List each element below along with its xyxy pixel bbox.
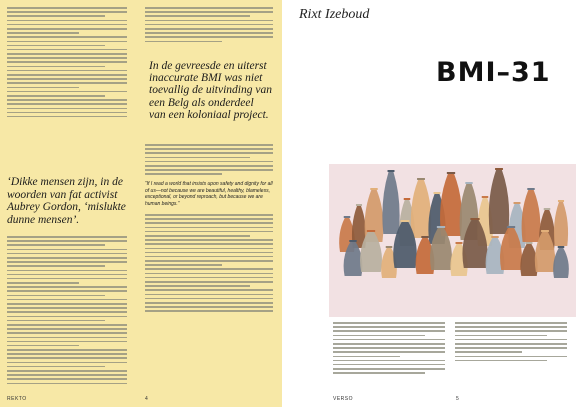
- author-name: Rixt Izeboud: [299, 7, 370, 22]
- right-column-right-text: [455, 322, 567, 364]
- vase-rim: [388, 170, 395, 172]
- footer-left: REKTO: [7, 396, 27, 402]
- vase-rim: [404, 198, 411, 200]
- left-page: [0, 0, 282, 407]
- vase-rim: [514, 202, 521, 204]
- vase-shape: [411, 180, 431, 238]
- vases-illustration: [329, 164, 576, 317]
- footer-right: VERSO: [333, 396, 354, 402]
- vase-rim: [417, 178, 425, 180]
- vase-rim: [507, 226, 515, 228]
- right-column-left-text: [333, 322, 445, 376]
- vase-rim: [434, 192, 441, 194]
- vase-rim: [421, 236, 428, 238]
- vase-rim: [470, 218, 479, 220]
- left-column-top-text: [7, 7, 127, 120]
- vase-rim: [344, 216, 351, 218]
- center-column-bottom-text: [145, 214, 273, 315]
- pull-quote-center: In de gevreesde en uiterst inaccurate BMI was niet toevallig de uitvinding van een Belg als onderdeel van een koloniaal project.: [149, 60, 272, 121]
- vase-rim: [386, 246, 393, 248]
- left-column-bottom-text: [7, 236, 127, 387]
- vase-rim: [558, 246, 565, 248]
- article-title: BMI–31: [436, 57, 551, 88]
- vase-rim: [527, 188, 534, 190]
- vase-rim: [456, 242, 463, 244]
- vase-rim: [401, 220, 410, 222]
- vase-shape: [522, 190, 541, 242]
- vase-rim: [447, 172, 455, 174]
- vase-shape: [554, 202, 568, 246]
- page-number-right: 5: [456, 396, 460, 402]
- vase-shape: [489, 170, 509, 234]
- pull-quote-left: ‘Dikke mensen zijn, in de woorden van fat activist Aubrey Gordon, ‘mislukte dunne mensen’.: [7, 176, 126, 226]
- vase-rim: [482, 196, 489, 198]
- vase-rim: [495, 168, 503, 170]
- vase-rim: [356, 204, 362, 206]
- center-quote-text: “If I read a world that insists upon safety and dignity for all of us—not because we are beautiful, healthy, blameless, exceptional, or beyond reproach, but because we are human beings.”: [145, 181, 273, 207]
- vase-rim: [370, 188, 377, 190]
- vase-rim: [465, 182, 472, 184]
- vase-rim: [541, 230, 549, 232]
- vase-rim: [367, 230, 375, 232]
- vase-rim: [558, 200, 564, 202]
- vase-shape: [382, 172, 399, 234]
- vase-shape: [553, 248, 569, 278]
- center-column-top-text: [145, 7, 273, 45]
- center-column-mid-text: [145, 144, 273, 178]
- vase-rim: [526, 242, 533, 244]
- page-number-left: 4: [145, 396, 149, 402]
- vase-rim: [437, 226, 445, 228]
- vase-rim: [491, 236, 498, 238]
- vase-rim: [544, 208, 551, 210]
- vase-rim: [349, 240, 356, 242]
